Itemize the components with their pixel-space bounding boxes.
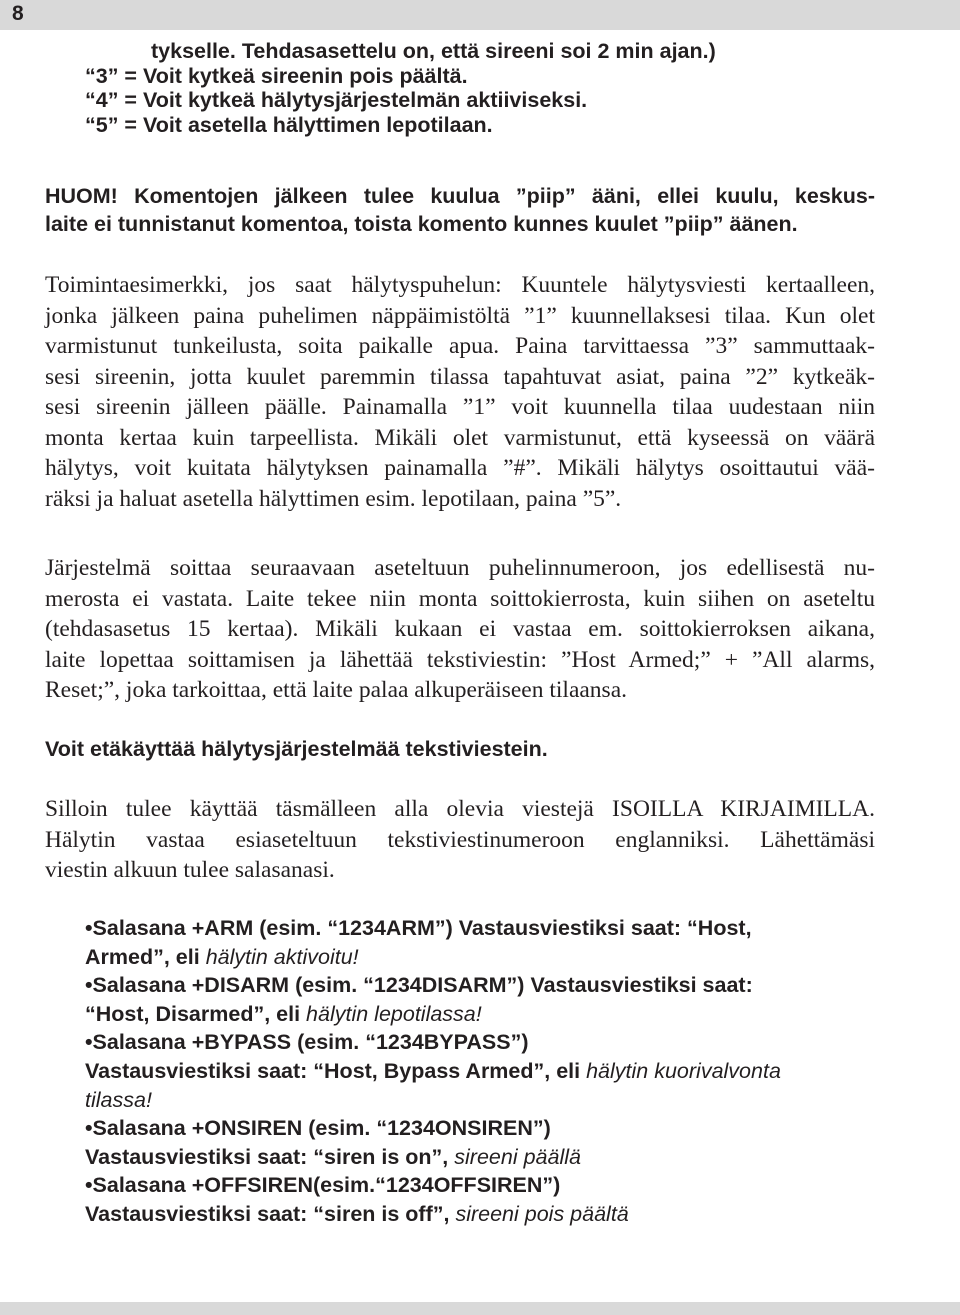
note-line: HUOM! Komentojen jälkeen tulee kuulua ”piip” ääni, ellei kuulu, keskus- xyxy=(45,184,875,208)
command-line: tilassa! xyxy=(85,1087,152,1112)
sms-heading-text: Voit etäkäyttää hälytysjärjestelmää tekstiviestein. xyxy=(45,737,548,761)
paragraph-line: sesi sireenin jälleen päälle. Painamalla ”1” voit kuunnella tilaa uudestaan niin xyxy=(45,394,875,420)
paragraph-line: sesi sireenin, jotta kuulet paremmin tilassa tapahtuvat asiat, paina ”2” kytkeäk- xyxy=(45,363,875,390)
paragraph-line: räksi ja haluat asetella hälyttimen esim. lepotilaan, paina ”5”. xyxy=(45,485,622,512)
note-block xyxy=(45,182,875,238)
paragraph-line: varmistunut tunkeilusta, soita paikalle apua. Paina tarvittaessa ”3” sammuttaak- xyxy=(45,333,875,359)
dialing-paragraph xyxy=(45,553,875,706)
command-line: •Salasana +OFFSIREN(esim.“1234OFFSIREN”) xyxy=(85,1173,561,1198)
footer-bar xyxy=(0,1302,960,1315)
command-line: Armed”, eli hälytin aktivoitu! xyxy=(85,944,359,969)
command-line: “Host, Disarmed”, eli hälytin lepotilassa! xyxy=(85,1001,482,1026)
command-line: Vastausviestiksi saat: “siren is off”, sireeni pois päältä xyxy=(85,1201,629,1226)
paragraph-line: Silloin tulee käyttää täsmälleen alla olevia viestejä ISOILLA KIRJAIMILLA. xyxy=(45,796,875,822)
command-line: •Salasana +ONSIREN (esim. “1234ONSIREN”) xyxy=(85,1116,551,1141)
command-line: Vastausviestiksi saat: “Host, Bypass Armed”, eli hälytin kuorivalvonta xyxy=(85,1058,781,1083)
continuation-line: tykselle. Tehdasasettelu on, että sireeni soi 2 min ajan.) xyxy=(151,39,716,63)
paragraph-line: monta kertaa kuin tarpeellista. Mikäli olet varmistunut, että kyseessä on väärä xyxy=(45,424,875,451)
example-paragraph xyxy=(45,270,875,514)
continuation-line: “5” = Voit asetella hälyttimen lepotilaan. xyxy=(85,112,493,137)
command-line: •Salasana +ARM (esim. “1234ARM”) Vastausviestiksi saat: “Host, xyxy=(85,916,752,940)
sms-paragraph xyxy=(45,794,875,886)
continuation-line: “4” = Voit kytkeä hälytysjärjestelmän aktiiviseksi. xyxy=(85,88,588,112)
paragraph-line: viestin alkuun tulee salasanasi. xyxy=(45,857,335,883)
continuation-line: “3” = Voit kytkeä sireenin pois päältä. xyxy=(85,63,468,88)
command-line: •Salasana +BYPASS (esim. “1234BYPASS”) xyxy=(85,1030,529,1055)
paragraph-line: laite lopettaa soittamisen ja lähettää tekstiviestin: ”Host Armed;” + ”All alarms, xyxy=(45,646,875,673)
paragraph-line: Hälytin vastaa esiaseteltuun tekstiviestinumeroon englanniksi. Lähettämäsi xyxy=(45,826,875,853)
command-list xyxy=(85,914,875,1229)
page-number: 8 xyxy=(12,2,24,25)
sms-heading xyxy=(45,735,875,763)
command-line: Vastausviestiksi saat: “siren is on”, sireeni päällä xyxy=(85,1144,581,1169)
paragraph-line: Toimintaesimerkki, jos saat hälytyspuhelun: Kuuntele hälytysviesti kertaalleen, xyxy=(45,272,875,298)
command-line: •Salasana +DISARM (esim. “1234DISARM”) Vastausviestiksi saat: xyxy=(85,973,753,998)
note-line: laite ei tunnistanut komentoa, toista komento kunnes kuulet ”piip” äänen. xyxy=(45,212,798,236)
header-bar xyxy=(0,0,960,30)
paragraph-line: jonka jälkeen paina puhelimen näppäimistöltä ”1” kuunnellaksesi tilaa. Kun olet xyxy=(45,302,875,329)
paragraph-line: hälytys, voit kuitata hälytyksen painamalla ”#”. Mikäli hälytys osoittautui vää- xyxy=(45,455,875,481)
paragraph-line: Järjestelmä soittaa seuraavaan aseteltuun puhelinnumeroon, jos edellisestä nu- xyxy=(45,555,875,581)
continuation-list xyxy=(85,39,875,137)
paragraph-line: (tehdasasetus 15 kertaa). Mikäli kukaan ei vastaa em. soittokierroksen aikana, xyxy=(45,616,875,642)
paragraph-line: merosta ei vastata. Laite tekee niin monta soittokierrosta, kuin siihen on aseteltu xyxy=(45,585,875,612)
paragraph-line: Reset;”, joka tarkoittaa, että laite palaa alkuperäiseen tilaansa. xyxy=(45,677,628,703)
